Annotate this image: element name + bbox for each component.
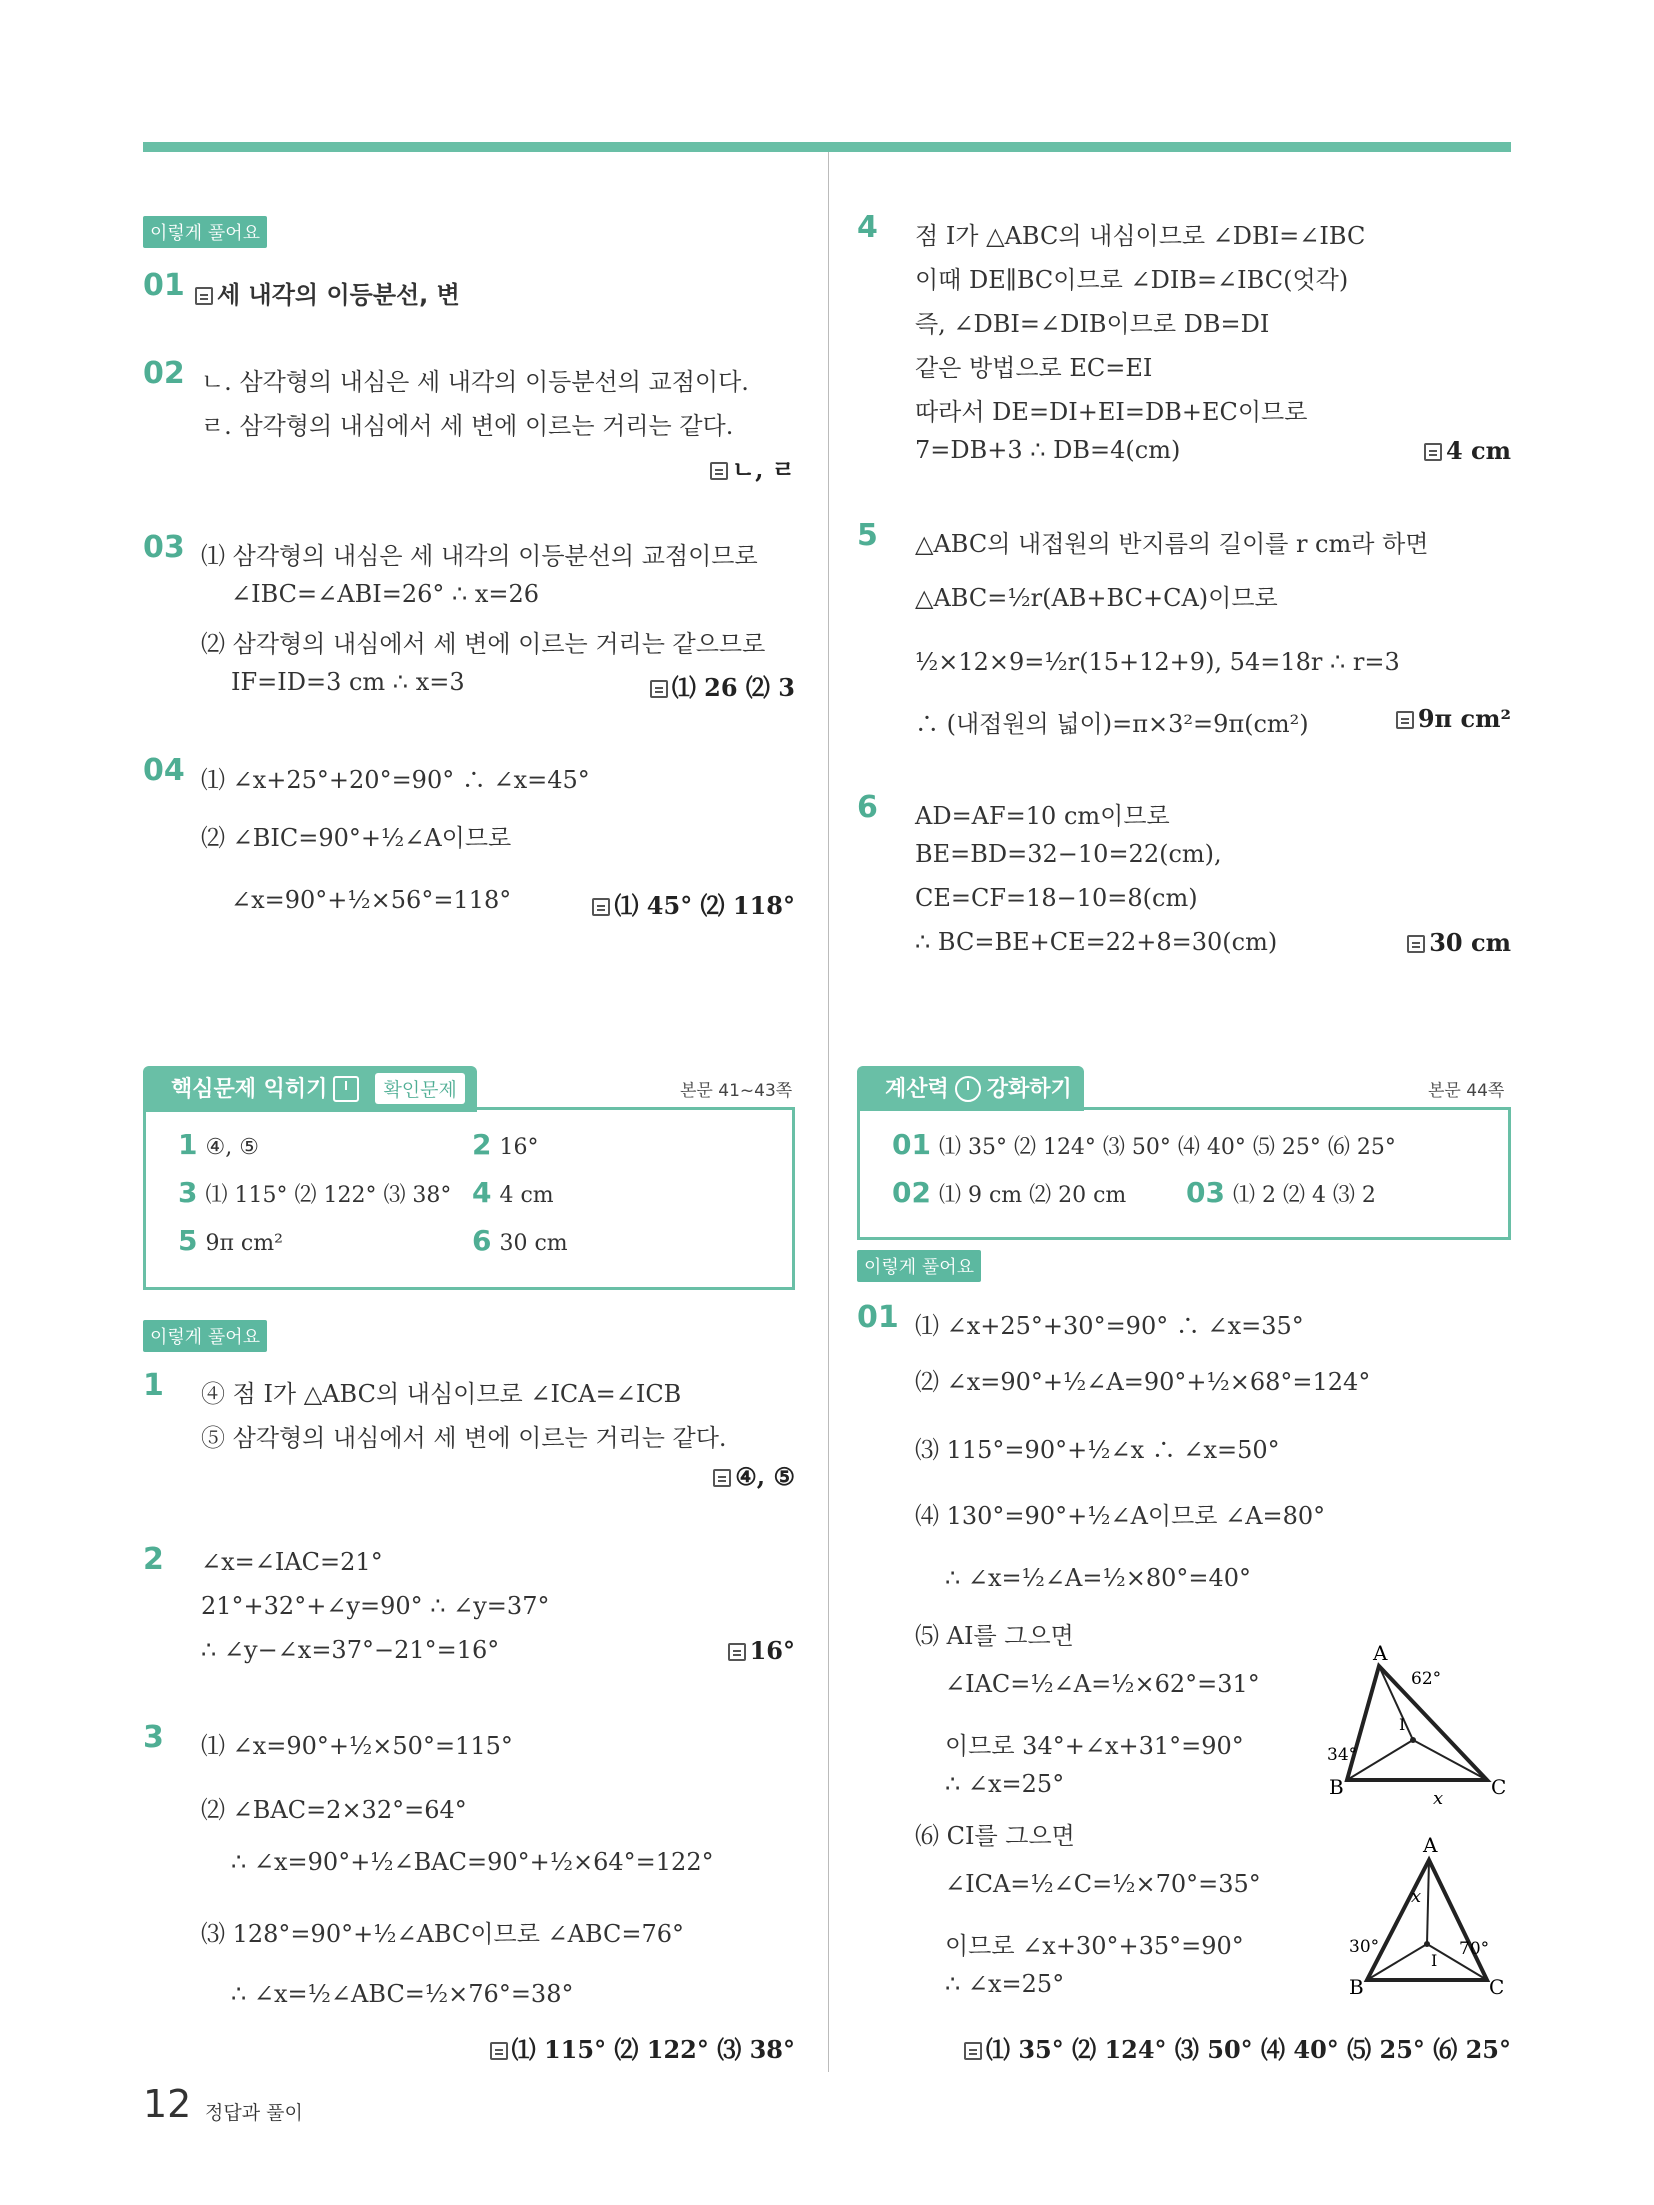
problem-number: 2 [143, 1542, 164, 1577]
solution-line: ∴ BC=BE+CE=22+8=30(cm) [915, 928, 1278, 956]
answer-line: ⑴ 35° ⑵ 124° ⑶ 50° ⑷ 40° ⑸ 25° ⑹ 25° [964, 2030, 1511, 2065]
answer-line: 30 cm [1407, 928, 1511, 957]
answer-line: ⑴ 45° ⑵ 118° [592, 886, 795, 921]
left-bottom-solutions [143, 1300, 795, 2070]
incenter-point [1424, 1941, 1430, 1947]
answer-line: 16° [728, 1636, 795, 1665]
solution-line: ∠x=90°+½×56°=118° [231, 886, 512, 914]
solution-line: △ABC의 내접원의 반지름의 길이를 r cm라 하면 [915, 530, 1429, 558]
box-item: 6 30 cm [472, 1224, 568, 1257]
box-item: 03 ⑴ 2 ⑵ 4 ⑶ 2 [1186, 1176, 1376, 1209]
answer-icon [728, 1643, 746, 1661]
solution-line: ⑶ 115°=90°+½∠x ∴ ∠x=50° [915, 1436, 1280, 1464]
solution-line: ⑵ 삼각형의 내심에서 세 변에 이르는 거리는 같으므로 [201, 630, 766, 658]
column-divider [828, 152, 829, 2072]
solution-line: ⑵ ∠x=90°+½∠A=90°+½×68°=124° [915, 1368, 1371, 1396]
bisector-line [1413, 1740, 1487, 1780]
incenter-point [1410, 1737, 1416, 1743]
core-box-header: 핵심문제 익히기 확인문제 [143, 1066, 477, 1112]
angle-label: 34° [1327, 1745, 1358, 1765]
solution-line: 따라서 DE=DI+EI=DB+EC이므로 [915, 398, 1308, 426]
answer-icon [1396, 711, 1414, 729]
solution-line: ⑤ 삼각형의 내심에서 세 변에 이르는 거리는 같다. [201, 1424, 727, 1452]
page-reference: 본문 41~43쪽 [680, 1081, 793, 1101]
right-top-solutions [857, 0, 1511, 1040]
answer-icon [713, 1469, 731, 1487]
vertex-label-b: B [1329, 1775, 1344, 1799]
vertex-label-a: A [1373, 1641, 1388, 1665]
problem-number: 4 [857, 210, 878, 245]
page-reference: 본문 44쪽 [1428, 1081, 1505, 1101]
solution-line: ∴ ∠x=90°+½∠BAC=90°+½×64°=122° [231, 1848, 714, 1876]
answer-line: ㄴ, ㄹ [710, 450, 795, 485]
answer-icon [1407, 935, 1425, 953]
solution-tag: 이렇게 풀어요 [857, 1250, 981, 1282]
solution-line: 이때 DE∥BC이므로 ∠DIB=∠IBC(엇각) [915, 266, 1349, 294]
solution-line: ∴ ∠x=½∠A=½×80°=40° [945, 1564, 1252, 1592]
left-top-solutions [143, 0, 795, 1040]
solution-line: 7=DB+3 ∴ DB=4(cm) [915, 436, 1181, 464]
core-answer-box [143, 1107, 795, 1290]
solution-line: ⑴ ∠x+25°+30°=90° ∴ ∠x=35° [915, 1312, 1304, 1340]
vertex-label-c: C [1489, 1975, 1505, 1999]
solution-line: ∠IBC=∠ABI=26° ∴ x=26 [231, 580, 540, 608]
answer-line: 세 내각의 이등분선, 변 [195, 275, 460, 310]
answer-line: 9π cm² [1396, 704, 1511, 733]
angle-label: x [1411, 1886, 1422, 1907]
solution-line: ∴ ∠x=25° [945, 1770, 1065, 1798]
angle-label: 70° [1459, 1939, 1490, 1959]
angle-label: 30° [1349, 1937, 1380, 1957]
solution-line: AD=AF=10 cm이므로 [915, 802, 1170, 830]
solution-line: CE=CF=18−10=8(cm) [915, 884, 1198, 912]
vertex-label-a: A [1423, 1833, 1438, 1857]
page-number: 12 [143, 2082, 192, 2126]
incenter-label: I [1431, 1951, 1438, 1970]
solution-line: 같은 방법으로 EC=EI [915, 354, 1153, 382]
solution-line: 점 I가 △ABC의 내심이므로 ∠DBI=∠IBC [915, 222, 1366, 250]
box-item: 2 16° [472, 1128, 539, 1161]
solution-line: 21°+32°+∠y=90° ∴ ∠y=37° [201, 1592, 550, 1620]
problem-number: 6 [857, 790, 878, 825]
answer-icon [195, 287, 213, 305]
answer-icon [964, 2042, 982, 2060]
vertex-label-c: C [1491, 1775, 1507, 1799]
solution-line: ⑷ 130°=90°+½∠A이므로 ∠A=80° [915, 1502, 1326, 1530]
box-item: 1 ④, ⑤ [178, 1128, 259, 1161]
answer-icon [592, 898, 610, 916]
box-item: 4 4 cm [472, 1176, 554, 1209]
stopwatch-icon [955, 1076, 981, 1102]
solution-line: ⑴ ∠x+25°+20°=90° ∴ ∠x=45° [201, 766, 590, 794]
solution-line: BE=BD=32−10=22(cm), [915, 840, 1222, 868]
answer-line: ④, ⑤ [713, 1462, 795, 1491]
box-item: 01 ⑴ 35° ⑵ 124° ⑶ 50° ⑷ 40° ⑸ 25° ⑹ 25° [892, 1128, 1396, 1161]
solution-line: ⑹ CI를 그으면 [915, 1822, 1075, 1850]
solution-line: △ABC=½r(AB+BC+CA)이므로 [915, 584, 1278, 612]
box-item: 3 ⑴ 115° ⑵ 122° ⑶ 38° [178, 1176, 452, 1209]
triangle-figure-6 [1327, 1830, 1511, 2010]
triangle-figure-5 [1327, 1640, 1511, 1810]
solution-line: ∴ ∠x=½∠ABC=½×76°=38° [231, 1980, 574, 2008]
problem-number: 04 [143, 753, 185, 788]
solution-line: 이므로 ∠x+30°+35°=90° [945, 1932, 1244, 1960]
problem-number: 02 [143, 356, 185, 391]
solution-line: ㄹ. 삼각형의 내심에서 세 변에 이르는 거리는 같다. [201, 412, 734, 440]
solution-line: IF=ID=3 cm ∴ x=3 [231, 668, 465, 696]
solution-line: ⑵ ∠BIC=90°+½∠A이므로 [201, 824, 512, 852]
problem-number: 1 [143, 1368, 164, 1403]
answer-icon [1424, 443, 1442, 461]
solution-line: 이므로 34°+∠x+31°=90° [945, 1732, 1244, 1760]
box-item: 02 ⑴ 9 cm ⑵ 20 cm [892, 1176, 1127, 1209]
answer-line: ⑴ 26 ⑵ 3 [650, 668, 795, 703]
solution-tag: 이렇게 풀어요 [143, 1320, 267, 1352]
solution-line: ∴ ∠y−∠x=37°−21°=16° [201, 1636, 500, 1664]
solution-line: 즉, ∠DBI=∠DIB이므로 DB=DI [915, 310, 1270, 338]
angle-label: x [1433, 1788, 1444, 1809]
solution-line: ∠x=∠IAC=21° [201, 1548, 383, 1576]
problem-number: 3 [143, 1720, 164, 1755]
angle-label: 62° [1411, 1669, 1442, 1689]
answer-icon [710, 462, 728, 480]
calc-box-header: 계산력 강화하기 [857, 1066, 1084, 1111]
problem-number: 01 [857, 1300, 899, 1335]
bisector-line [1427, 1860, 1429, 1944]
problem-number: 5 [857, 518, 878, 553]
solution-line: ∴ ∠x=25° [945, 1970, 1065, 1998]
answer-line: 4 cm [1424, 436, 1511, 465]
solution-line: ∠ICA=½∠C=½×70°=35° [945, 1870, 1261, 1898]
bisector-line [1379, 1666, 1413, 1740]
right-bottom-solutions [857, 1250, 1511, 2070]
solution-line: ⑵ ∠BAC=2×32°=64° [201, 1796, 467, 1824]
magnifier-icon [333, 1076, 359, 1102]
answer-icon [490, 2042, 508, 2060]
solution-line: ½×12×9=½r(15+12+9), 54=18r ∴ r=3 [915, 648, 1400, 676]
box-item: 5 9π cm² [178, 1224, 283, 1257]
problem-number: 01 [143, 268, 185, 303]
solution-tag: 이렇게 풀어요 [143, 216, 267, 248]
solution-line: ㄴ. 삼각형의 내심은 세 내각의 이등분선의 교점이다. [201, 368, 749, 396]
answer-icon [650, 680, 668, 698]
solution-line: ⑸ AI를 그으면 [915, 1622, 1074, 1650]
solution-line: ⑶ 128°=90°+½∠ABC이므로 ∠ABC=76° [201, 1920, 685, 1948]
calc-answer-box [857, 1107, 1511, 1240]
answer-line: ⑴ 115° ⑵ 122° ⑶ 38° [490, 2030, 795, 2065]
solution-line: ⑴ ∠x=90°+½×50°=115° [201, 1732, 513, 1760]
vertex-label-b: B [1349, 1975, 1364, 1999]
solution-line: ∠IAC=½∠A=½×62°=31° [945, 1670, 1260, 1698]
solution-line: ④ 점 I가 △ABC의 내심이므로 ∠ICA=∠ICB [201, 1380, 682, 1408]
solution-line: ∴ (내접원의 넓이)=π×3²=9π(cm²) [915, 710, 1309, 738]
footer-title: 정답과 풀이 [205, 2102, 303, 2124]
incenter-label: I [1399, 1715, 1406, 1734]
problem-number: 03 [143, 530, 185, 565]
solution-line: ⑴ 삼각형의 내심은 세 내각의 이등분선의 교점이므로 [201, 542, 758, 570]
